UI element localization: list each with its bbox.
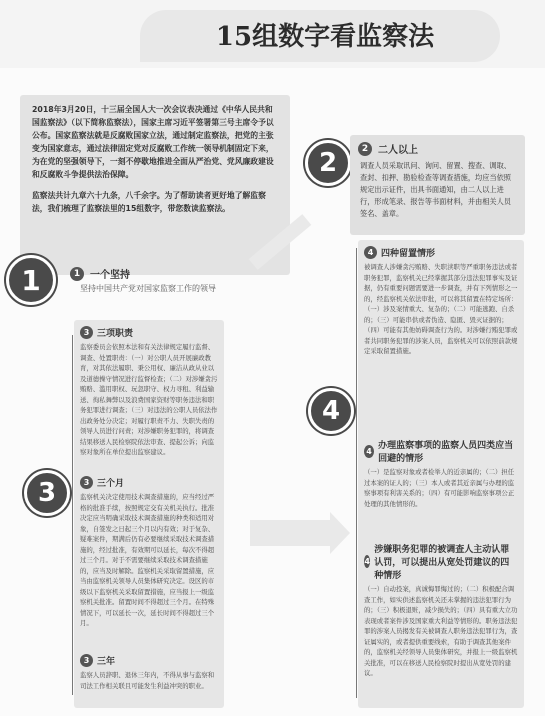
section3-item-1-number: 3 <box>80 326 93 339</box>
section3-item-3-label: 三年 <box>97 657 116 667</box>
section4-item-2-text: （一）是监察对象或者检举人的近亲属的；（二）担任过本案的证人的；（三）本人或者其近亲属与办理的监察事项有利害关系的；（四）有可能影响监察事项公正处理的其他情形的。 <box>364 468 515 508</box>
section1-text: 坚持中国共产党对国家监察工作的领导 <box>80 284 216 293</box>
section3-item-2-text: 监察机关决定使用技术调查措施的，应当经过严格的批准手续，按照规定交有关机关执行。批准决定应当明确采取技术调查措施的种类和适用对象，自签发之日起三个月以内有效；对于复杂、疑难案件，期满后仍有必要继续采取技术调查措施的，经过批准，有效期可以延长，每次不得超过三个月。对于不需要继续采取技术调查措施的，应当及时解除。监察机关采取留置措施，应当由监察机关领导人员集体研究决定。设区的市级以下监察机关采取留置措施，应当报上一级监察机关批准。留置时间不得超过三个月。在特殊情况下，可以延长一次，延长时间不得超过三个月。 <box>80 493 215 627</box>
section3-column <box>74 320 224 708</box>
section3-item-2-number: 3 <box>80 476 93 489</box>
section3-item-2-label: 三个月 <box>97 479 125 489</box>
section4-item-3-label: 涉嫌职务犯罪的被调查人主动认罪认罚，可以提出从宽处罚建议的四种情形 <box>374 545 510 581</box>
section3-item-3 <box>80 654 218 691</box>
intro-paragraph-2: 监察法共计九章六十九条，八千余字。为了帮助读者更好地了解监察法，我们梳理了监察法里的15组数字，带您数读监察法。 <box>32 191 266 213</box>
section4-item-2-number: 4 <box>364 445 374 458</box>
section4-item-1-label: 四种留置情形 <box>381 249 436 259</box>
big-number-2: 2 <box>305 140 351 186</box>
big-number-4: 4 <box>308 388 354 434</box>
section4-item-2-label: 办理监察事项的监察人员四类应当回避的情形 <box>378 441 514 464</box>
section3-item-1-text: 监察委员会依照本法和有关法律规定履行监督、调查、处置职责：（一）对公职人员开展廉政教育，对其依法履职、秉公用权、廉洁从政从业以及道德操守情况进行监督检查；（二）对涉嫌贪污贿赂、滥用职权、玩忽职守、权力寻租、利益输送、徇私舞弊以及浪费国家资财等职务违法和职务犯罪进行调查；（三）对违法的公职人员依法作出政务处分决定；对履行职责不力、失职失责的领导人员进行问责；对涉嫌职务犯罪的，将调查结果移送人民检察院依法审查、提起公诉；向监察对象所在单位提出监察建议。 <box>80 343 218 456</box>
arrow-right <box>250 520 330 546</box>
section1-label: 一个坚持 <box>90 270 130 281</box>
section3-item-1-label: 三项职责 <box>97 329 134 339</box>
section3-item-2 <box>80 476 218 629</box>
section3-item-3-text: 监察人员辞职、退休三年内，不得从事与监察和司法工作相关联且可能发生利益冲突的职业。 <box>80 671 215 690</box>
section4-item-1-text: 被调查人涉嫌贪污贿赂、失职渎职等严重职务违法或者职务犯罪，监察机关已经掌握其部分违法犯罪事实及证据，仍有重要问题需要进一步调查，并有下列情形之一的，经监察机关依法审批，可以将其留置在特定场所：（一）涉及案情重大、复杂的；（二）可能逃跑、自杀的；（三）可能串供或者伪造、隐匿、毁灭证据的；（四）可能有其他妨碍调查行为的。对涉嫌行贿犯罪或者共同职务犯罪的涉案人员，监察机关可以依照前款规定采取留置措施。 <box>364 263 518 355</box>
section4-item-2 <box>364 438 518 509</box>
page-title: 15组数字看监察法 <box>215 22 435 52</box>
section3-connector <box>72 335 73 695</box>
section4-item-1-number: 4 <box>364 246 377 259</box>
section4-item-3 <box>364 542 518 679</box>
intro-paragraph-1: 2018年3月20日，十三届全国人大一次会议表决通过《中华人民共和国监察法》（以下简称监察法），国家主席习近平签署第三号主席令予以公布。国家监察法就是反腐败国家立法，通过制定监察法，把党的主张变为国家意志，通过法律固定党对反腐败工作统一领导机制固定下来，为在党的坚强领导下，一刻不停歇地推进全面从严治党、党风廉政建设和反腐败斗争提供法治保障。 <box>32 105 274 179</box>
big-number-1: 1 <box>6 255 56 305</box>
section4-item-1 <box>364 246 518 357</box>
intro-box <box>20 95 290 275</box>
big-number-3: 3 <box>24 470 70 516</box>
section4-item-3-number: 4 <box>364 557 370 566</box>
section2-number: 2 <box>358 142 372 156</box>
section4-item-3-text: （一）自动投案，真诚悔罪悔过的；（二）积极配合调查工作，如实供述监察机关还未掌握的违法犯罪行为的；（三）积极退赃，减少损失的；（四）具有重大立功表现或者案件涉及国家重大利益等情形的。职务违法犯罪的涉案人员揭发有关被调查人职务违法犯罪行为，查证属实的，或者提供重要线索，有助于调查其他案件的，监察机关经领导人员集体研究，并报上一级监察机关批准，可以在移送人民检察院时提出从宽处罚的建议。 <box>364 585 518 677</box>
section2-heading <box>358 141 525 156</box>
section2-text: 调查人员采取讯问、询问、留置、搜查、调取、查封、扣押、勘验检查等调查措施，均应当依照规定出示证件，出具书面通知，由二人以上进行，形成笔录、报告等书面材料，并由相关人员签名、盖章。 <box>360 161 511 218</box>
header-band <box>0 0 545 68</box>
section1-number: 1 <box>70 267 84 281</box>
section1-heading <box>70 266 130 281</box>
section3-item-1 <box>80 326 218 458</box>
section3-item-3-number: 3 <box>80 654 93 667</box>
section2-box <box>350 135 525 235</box>
section4-connector <box>356 248 357 698</box>
section2-label: 二人以上 <box>378 145 418 156</box>
section4-column <box>358 240 524 708</box>
